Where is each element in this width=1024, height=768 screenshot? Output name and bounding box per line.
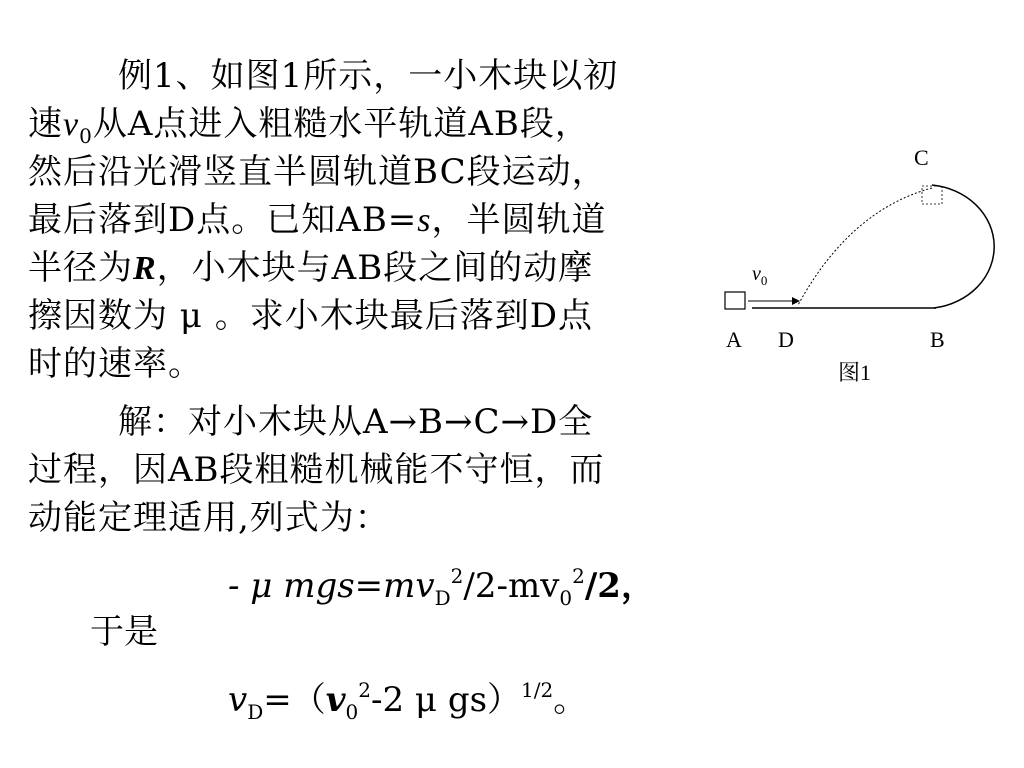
equation-part: 。 [553, 680, 588, 720]
superscript: 1/2 [521, 678, 554, 702]
problem-line-7 [28, 340, 203, 388]
problem-text: 从A点进入粗糙水平轨道AB段， [92, 104, 590, 144]
subscript: 0 [79, 124, 93, 148]
problem-text: 例1、如图1所示，一小木块以初 [118, 56, 619, 96]
subscript: D [247, 700, 264, 724]
equation-part: -2 μ gs） [371, 680, 522, 720]
label-b: B [930, 327, 945, 352]
radius-symbol: R [133, 250, 157, 287]
solution-line-3 [28, 494, 390, 542]
problem-text: 速 [28, 104, 63, 144]
superscript: 2 [358, 678, 371, 702]
velocity-symbol: v [63, 106, 80, 143]
label-d: D [778, 327, 794, 352]
equation-part: /2， [584, 566, 655, 606]
problem-text: 半径为 [28, 248, 133, 288]
semicircle-track [932, 185, 994, 308]
problem-text: ，半圆轨道 [431, 200, 607, 240]
distance-symbol: s [417, 202, 432, 239]
trajectory-path [798, 188, 932, 305]
problem-text: 时的速率。 [28, 344, 203, 384]
equation-result [228, 666, 587, 736]
solution-line-1 [118, 398, 593, 446]
solution-text: 动能定理适用,列式为： [28, 498, 390, 538]
problem-line-5 [28, 244, 593, 293]
problem-text: 然后沿光滑竖直半圆轨道BC段运动， [28, 152, 607, 192]
problem-line-3 [28, 148, 607, 196]
solution-text: 解：对小木块从A→B→C→D全 [118, 402, 594, 442]
equation-part: v [325, 680, 346, 720]
problem-text: 擦因数为 μ 。求小木块最后落到D点 [28, 296, 593, 336]
superscript: 2 [450, 564, 464, 588]
problem-text: 最后落到D点。已知AB= [28, 200, 418, 240]
subscript: 0 [345, 700, 359, 724]
superscript: 2 [572, 564, 585, 588]
figure-1-diagram [700, 140, 1020, 390]
block-at-c [922, 186, 942, 204]
yushi-text [90, 608, 158, 656]
label-c: C [914, 145, 929, 170]
solution-text: 于是 [90, 612, 158, 652]
problem-line-1 [118, 52, 618, 100]
equation-part: =（ [263, 680, 326, 720]
subscript: D [434, 586, 451, 610]
equation-part: v [228, 680, 248, 720]
solution-line-2 [28, 446, 605, 494]
block-at-a [725, 292, 745, 309]
problem-text: ，小木块与AB段之间的动摩 [156, 248, 594, 288]
subscript: 0 [559, 586, 573, 610]
problem-line-6 [28, 292, 593, 340]
equation-part: /2-mv [463, 566, 560, 606]
figure-caption: 图1 [838, 360, 872, 385]
label-a: A [726, 327, 742, 352]
problem-line-4 [28, 196, 607, 245]
equation-part: - μ mgs=mv [228, 566, 435, 606]
label-v0: $v_0$ [752, 263, 768, 288]
equation-energy [228, 552, 655, 622]
solution-text: 过程，因AB段粗糙机械能不守恒，而 [28, 450, 605, 490]
